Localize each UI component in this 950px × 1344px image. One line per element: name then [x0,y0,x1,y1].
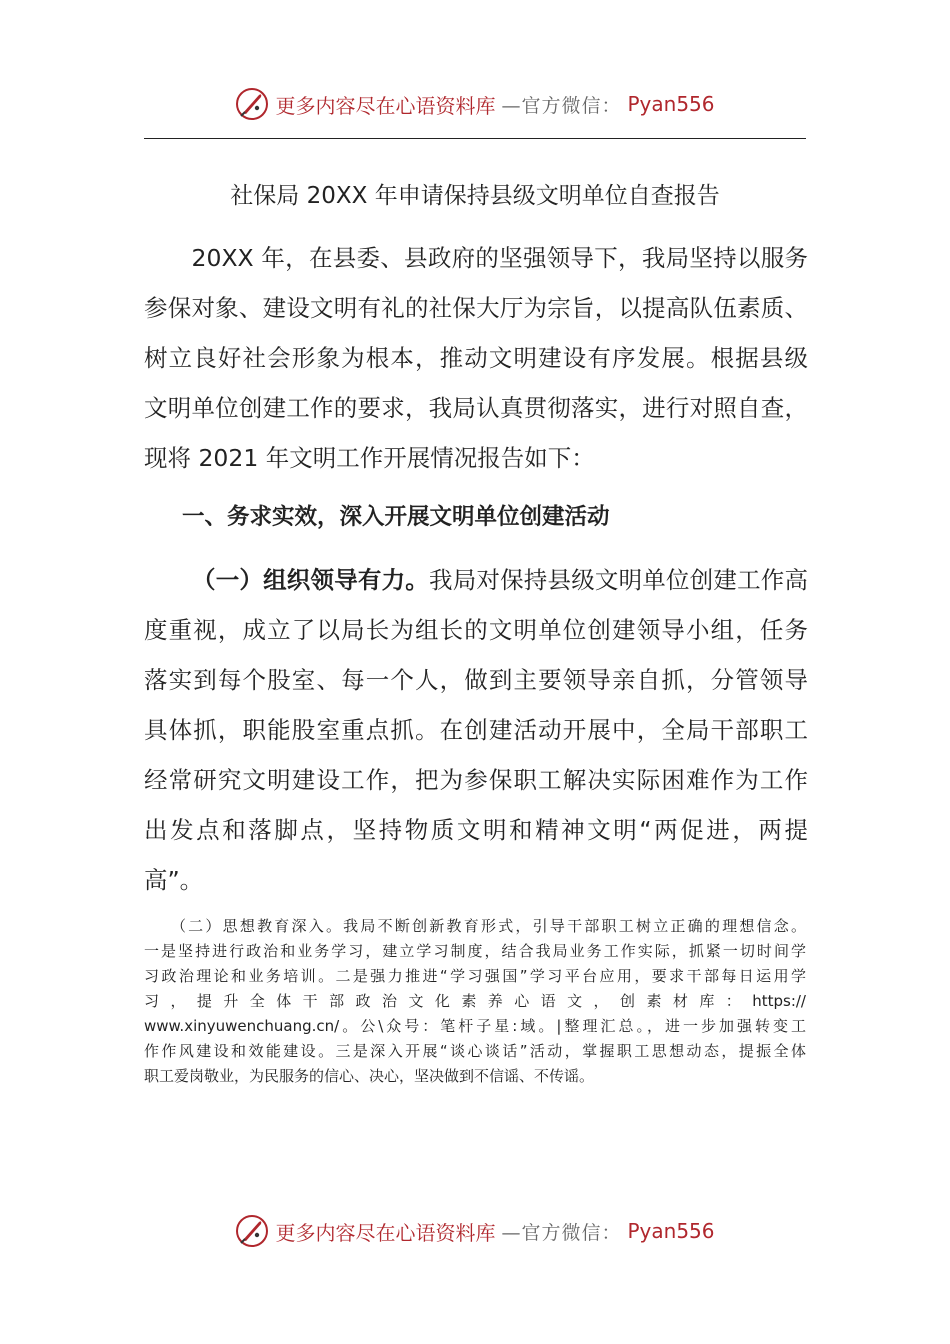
section-1-first-line-rest: 我局对保持县级文明单位创建工作高 [429,566,808,594]
section-1-lead: （一）组织领导有力。 [192,566,429,594]
section-2-line: www.xinyuwenchuang.cn/。公\众号：笔杆子星:域。|整理汇总。，进一步加强转变工 [144,1017,806,1035]
section-2-line: 习，提升全体干部政治文化素养心语文，创素材库：https:// [144,992,806,1010]
banner-official-wechat-label: —官方微信： [501,1221,622,1244]
section-1-line: 出发点和落脚点，坚持物质文明和精神文明“两促进，两提 [144,816,808,844]
document-title: 社保局 20XX 年申请保持县级文明单位自查报告 [230,183,720,209]
section-2-line: 一是坚持进行政治和业务学习，建立学习制度，结合我局业务工作实际，抓紧一切时间学 [144,942,806,960]
section-2-line: （二）思想教育深入。我局不断创新教育形式，引导干部职工树立正确的理想信念。 [144,917,806,935]
intro-line: 20XX 年，在县委、县政府的坚强领导下，我局坚持以服务 [144,244,808,272]
header-divider [144,138,806,139]
section-1-line: 落实到每个股室、每一个人，做到主要领导亲自抓，分管领导 [144,666,808,694]
header-banner [0,84,950,124]
banner-official-wechat-label: —官方微信： [501,94,622,117]
quill-pen-logo-icon [235,1214,269,1248]
section-2-line: 职工爱岗敬业，为民服务的信心、决心，坚决做到不信谣、不传谣。 [144,1067,595,1085]
section-1-line: 度重视，成立了以局长为组长的文明单位创建领导小组，任务 [144,616,808,644]
banner-wechat-account: Pyan556 [627,92,715,116]
section-1-line: 具体抓，职能股室重点抓。在创建活动开展中，全局干部职工 [144,716,808,744]
intro-line: 参保对象、建设文明有礼的社保大厅为宗旨，以提高队伍素质、 [144,294,808,322]
section-1-line: 经常研究文明建设工作，把为参保职工解决实际困难作为工作 [144,766,808,794]
section-2-paragraph [144,914,806,1089]
intro-paragraph [144,233,808,483]
section-1-paragraph [144,555,808,905]
section-heading-1: 一、务求实效，深入开展文明单位创建活动 [182,504,610,530]
footer-banner [0,1211,950,1251]
banner-brand-text: 更多内容尽在心语资料库 [275,93,496,118]
section-1-first-line [144,555,808,605]
intro-line: 文明单位创建工作的要求，我局认真贯彻落实，进行对照自查， [144,394,808,422]
section-1-line: 高”。 [144,866,204,894]
banner-brand-text: 更多内容尽在心语资料库 [275,1220,496,1245]
banner-wechat-account: Pyan556 [627,1219,715,1243]
section-2-line: 作作风建设和效能建设。三是深入开展“谈心谈话”活动，掌握职工思想动态，提振全体 [144,1042,806,1060]
section-2-line: 习政治理论和业务培训。二是强力推进“学习强国”学习平台应用，要求干部每日运用学 [144,967,806,985]
intro-line: 树立良好社会形象为根本，推动文明建设有序发展。根据县级 [144,344,808,372]
intro-line: 现将 2021 年文明工作开展情况报告如下： [144,444,595,472]
quill-pen-logo-icon [235,87,269,121]
